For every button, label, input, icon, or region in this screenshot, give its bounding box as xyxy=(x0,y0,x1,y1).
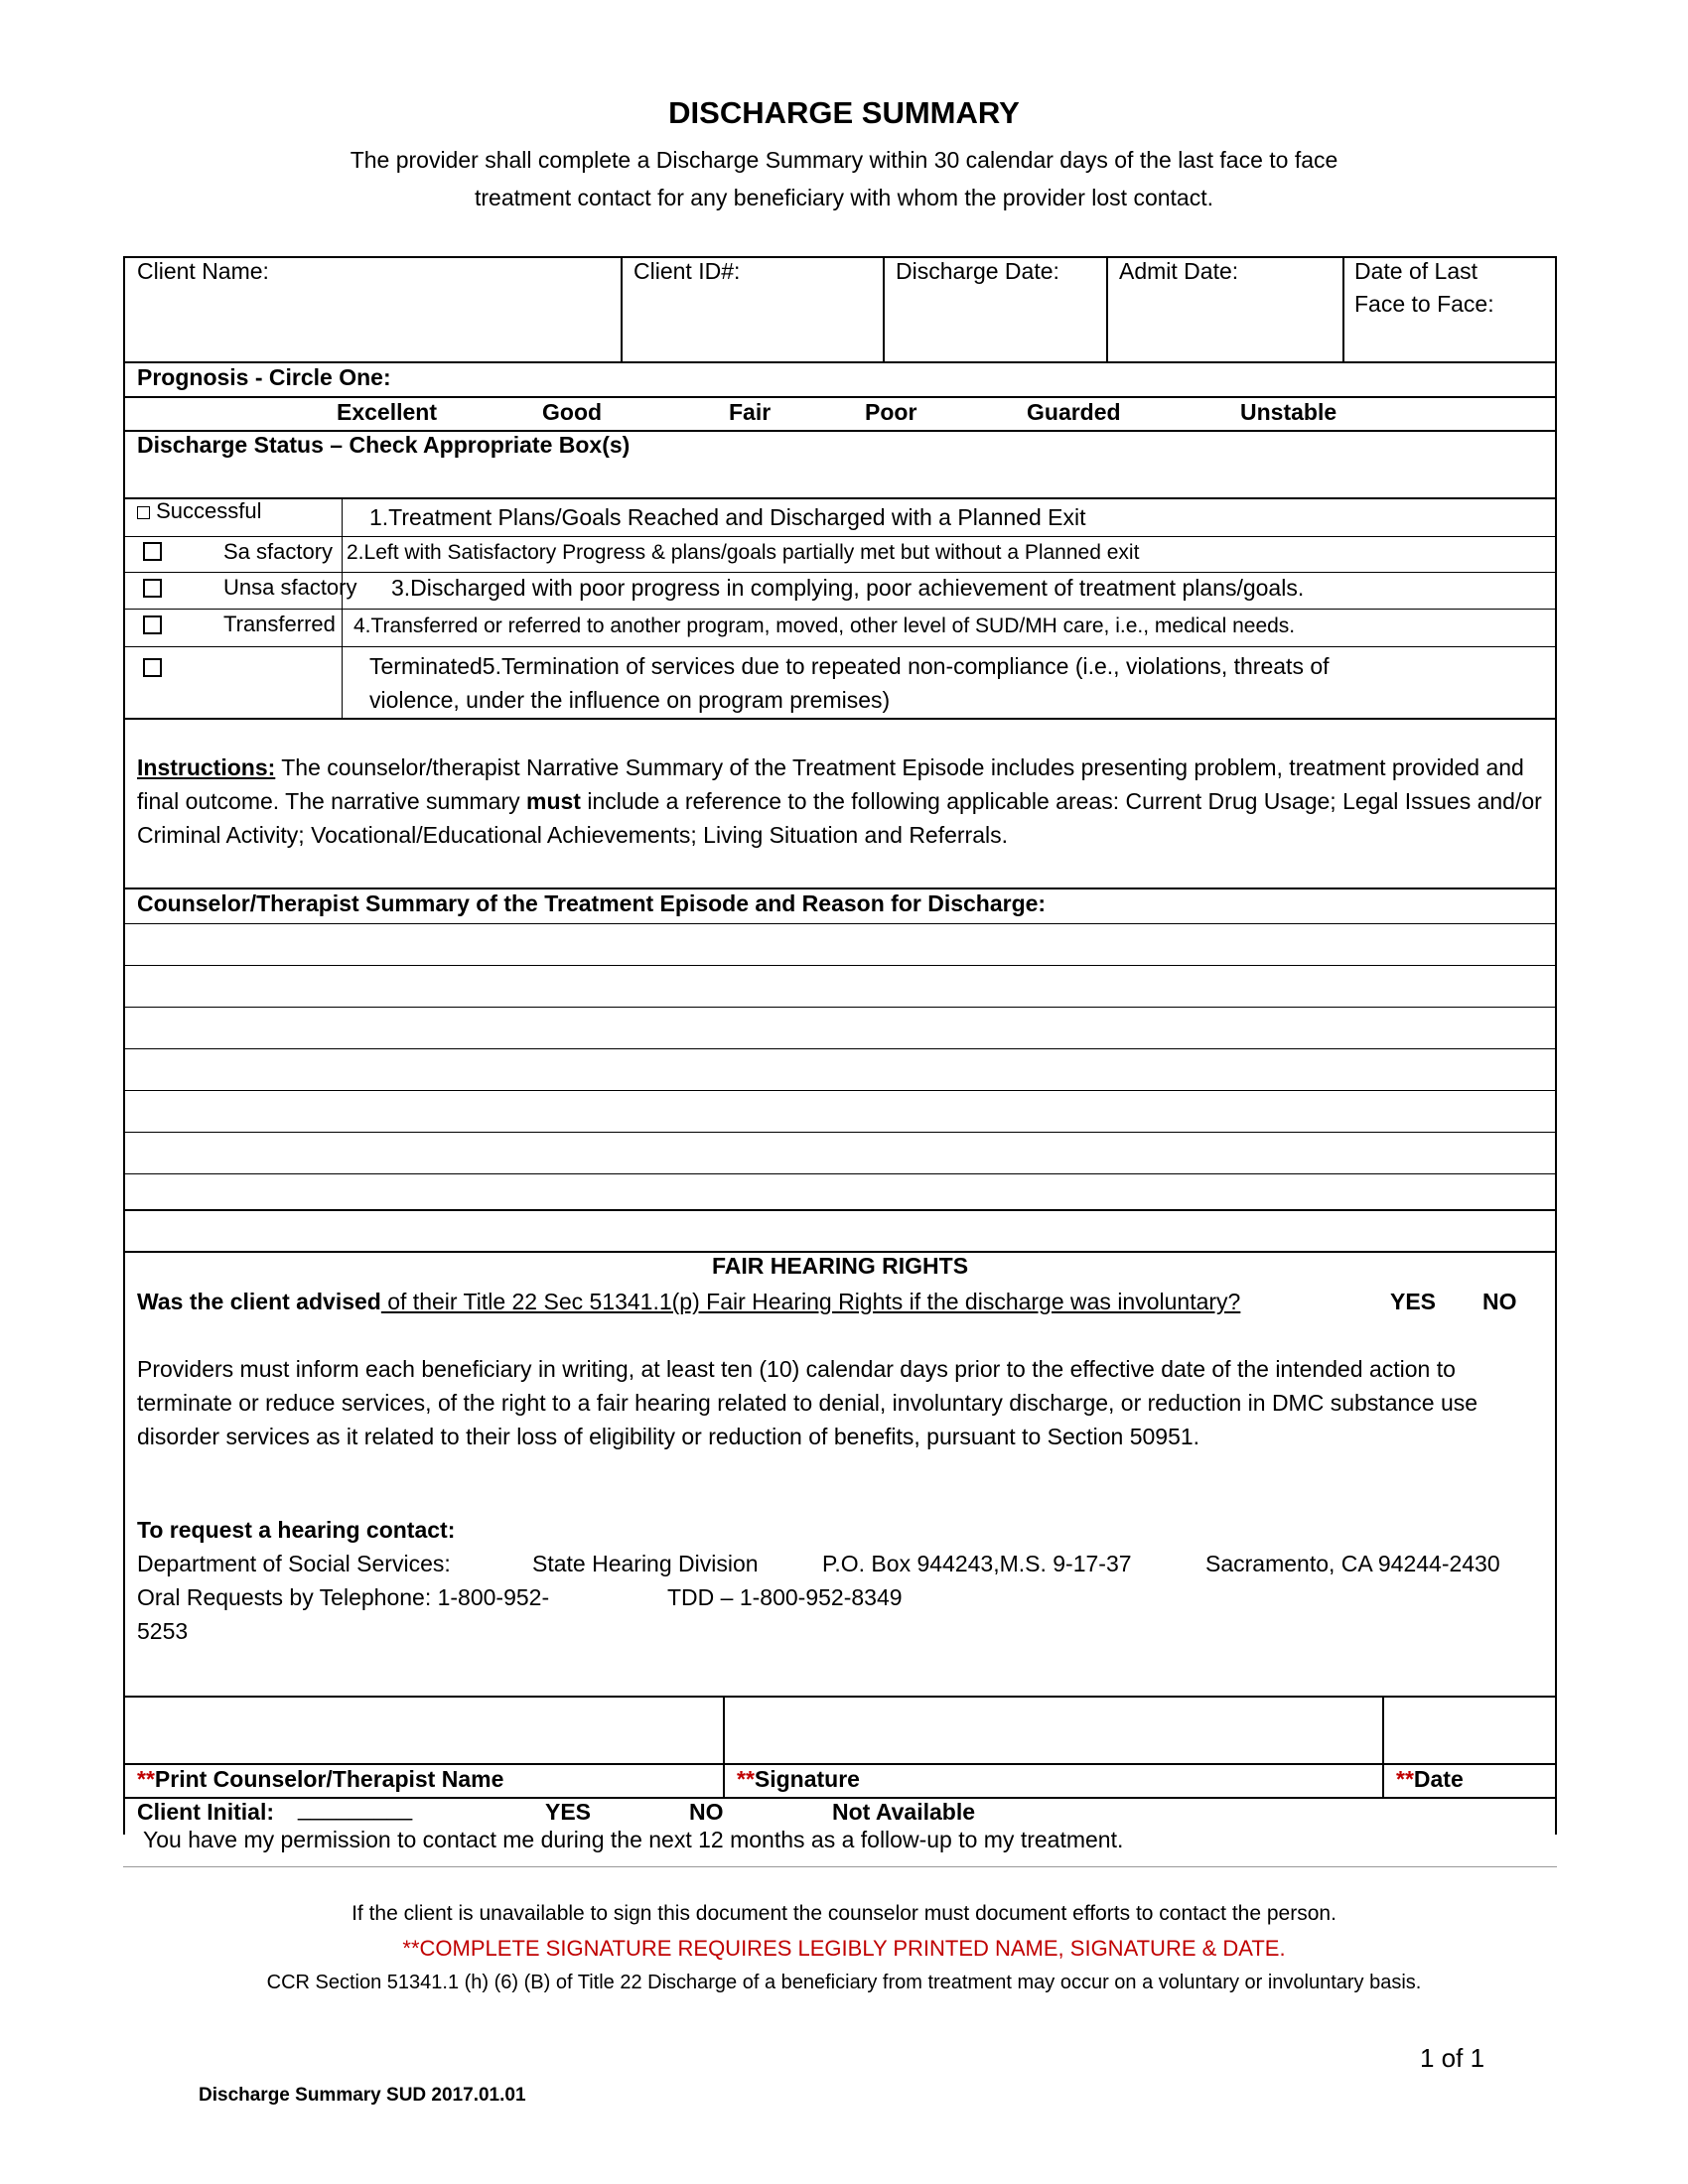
prognosis-unstable[interactable]: Unstable xyxy=(1240,399,1337,425)
signature-label xyxy=(737,1766,860,1794)
oral-requests-phone-cont: 5253 xyxy=(137,1618,189,1644)
rule xyxy=(123,965,1557,966)
fair-hearing-yes[interactable]: YES xyxy=(1390,1289,1437,1314)
instructions-text-2: include a reference to the following applicable areas: Current Drug Usage; Legal Issues and/or Criminal Activity; Vocational/Educational Achievements; Living Situation and Referrals. xyxy=(137,788,1542,848)
rule xyxy=(123,1048,1557,1049)
page-number: 1 of 1 xyxy=(1420,2043,1485,2073)
client-name-label: Client Name: xyxy=(137,258,269,284)
status-successful-label: Successful xyxy=(156,498,262,523)
status-row-successful xyxy=(137,498,262,524)
status-transferred-label: Transferred xyxy=(223,612,336,636)
prognosis-poor[interactable]: Poor xyxy=(865,399,917,425)
last-face-label-2: Face to Face: xyxy=(1354,291,1494,317)
hearing-contact-label: To request a hearing contact: xyxy=(137,1517,456,1543)
page-title: DISCHARGE SUMMARY xyxy=(668,95,1020,130)
date-label xyxy=(1396,1766,1464,1794)
successful-checkbox[interactable] xyxy=(137,506,150,519)
discharge-date-field[interactable] xyxy=(887,292,1103,357)
rule xyxy=(123,718,1557,720)
counselor-name-field[interactable] xyxy=(127,1699,720,1760)
signature-text: Signature xyxy=(754,1766,860,1792)
question-bold: Was the client advised xyxy=(137,1289,381,1314)
client-initial-yes[interactable]: YES xyxy=(545,1799,592,1825)
date-field[interactable] xyxy=(1386,1699,1551,1760)
po-box: P.O. Box 944243,M.S. 9‐17‐37 xyxy=(822,1551,1132,1576)
status-terminated-desc: 5.Termination of services due to repeated non‐compliance (i.e., violations, threats of xyxy=(482,653,1330,679)
instructions-label: Instructions: xyxy=(137,754,276,780)
divider xyxy=(342,497,343,718)
instructions-must: must xyxy=(526,788,581,814)
instructions-text-1: The counselor/therapist Narrative Summary of the Treatment Episode includes presenting problem, treatment provided and final outcome. The narrative summary xyxy=(137,754,1524,814)
prognosis-excellent[interactable]: Excellent xyxy=(337,399,437,425)
rule xyxy=(123,572,1557,573)
divider xyxy=(621,256,623,361)
rule xyxy=(123,923,1557,924)
subtitle-line-1: The provider shall complete a Discharge Summary within 30 calendar days of the last face to face xyxy=(350,147,1338,173)
divider xyxy=(1106,256,1108,361)
state-hearing-division: State Hearing Division xyxy=(532,1551,759,1576)
prognosis-label: Prognosis ‐ Circle One: xyxy=(137,364,391,390)
status-satisfactory-label: Sa sfactory xyxy=(223,539,334,564)
status-transferred-desc: 4.Transferred or referred to another program, moved, other level of SUD/MH care, i.e., medical needs. xyxy=(353,614,1296,637)
form-border-right xyxy=(1555,256,1557,1835)
divider xyxy=(1342,256,1344,361)
subtitle-line-2: treatment contact for any beneficiary with whom the provider lost contact. xyxy=(474,185,1214,210)
print-name-label xyxy=(137,1766,503,1794)
divider xyxy=(1382,1696,1384,1797)
form-border-left xyxy=(123,256,125,1835)
rule xyxy=(123,1173,1557,1174)
prognosis-good[interactable]: Good xyxy=(542,399,603,425)
admit-date-label: Admit Date: xyxy=(1119,258,1239,284)
status-unsatisfactory-desc: 3.Discharged with poor progress in complying, poor achievement of treatment plans/goals. xyxy=(391,575,1305,601)
unsatisfactory-checkbox[interactable] xyxy=(143,579,162,598)
rule xyxy=(123,1866,1557,1867)
divider xyxy=(723,1696,725,1797)
rule xyxy=(123,887,1557,889)
form-id: Discharge Summary SUD 2017.01.01 xyxy=(199,2085,526,2106)
terminated-checkbox[interactable] xyxy=(143,658,162,677)
last-face-label-1: Date of Last xyxy=(1354,258,1478,284)
fair-hearing-question xyxy=(137,1289,1240,1316)
print-name-text: Print Counselor/Therapist Name xyxy=(154,1766,504,1792)
last-face-date-field[interactable] xyxy=(1346,322,1551,357)
client-id-field[interactable] xyxy=(625,292,880,357)
status-successful-desc: 1.Treatment Plans/Goals Reached and Discharged with a Planned Exit xyxy=(369,504,1086,530)
oral-requests-phone: Oral Requests by Telephone: 1‐800‐952‐ xyxy=(137,1584,550,1610)
discharge-form xyxy=(123,256,1557,1872)
signature-field[interactable] xyxy=(727,1699,1379,1760)
rule xyxy=(123,1132,1557,1133)
fair-hearing-no[interactable]: NO xyxy=(1482,1289,1517,1314)
rule xyxy=(123,396,1557,398)
transferred-checkbox[interactable] xyxy=(143,615,162,634)
sacramento-address: Sacramento, CA 94244‐2430 xyxy=(1205,1551,1500,1576)
ccr-section-note: CCR Section 51341.1 (h) (6) (B) of Title 22 Discharge of a beneficiary from treatment may occur on a voluntary or involuntary basis. xyxy=(266,1972,1422,1993)
tdd-phone: TDD – 1‐800‐952‐8349 xyxy=(667,1584,903,1610)
rule xyxy=(123,1209,1557,1211)
client-id-label: Client ID#: xyxy=(633,258,741,284)
rule xyxy=(123,361,1557,363)
status-terminated-label: Terminated xyxy=(369,653,483,679)
question-rest: of their Title 22 Sec 51341.1(p) Fair Hearing Rights if the discharge was involuntary? xyxy=(380,1289,1241,1314)
client-initial-no[interactable]: NO xyxy=(689,1799,724,1825)
summary-text-area[interactable] xyxy=(127,925,1553,1223)
rule xyxy=(123,536,1557,537)
rule xyxy=(123,609,1557,610)
summary-label: Counselor/Therapist Summary of the Treatment Episode and Reason for Discharge: xyxy=(137,890,1047,916)
discharge-status-label: Discharge Status – Check Appropriate Box(s) xyxy=(137,432,631,458)
status-terminated-line2: violence, under the influence on program premises) xyxy=(369,687,891,713)
permission-statement: You have my permission to contact me during the next 12 months as a follow‐up to my treatment. xyxy=(143,1827,1124,1852)
required-star: ** xyxy=(737,1766,755,1792)
rule xyxy=(123,646,1557,647)
rule xyxy=(123,1090,1557,1091)
rule xyxy=(123,1763,1557,1765)
complete-signature-note: **COMPLETE SIGNATURE REQUIRES LEGIBLY PRINTED NAME, SIGNATURE & DATE. xyxy=(402,1936,1286,1961)
client-name-field[interactable] xyxy=(127,292,618,357)
client-initial-blank[interactable]: _________ xyxy=(298,1795,413,1821)
required-star: ** xyxy=(1396,1766,1414,1792)
instructions-paragraph xyxy=(137,751,1542,852)
fair-hearing-title: FAIR HEARING RIGHTS xyxy=(711,1253,969,1279)
prognosis-guarded[interactable]: Guarded xyxy=(1027,399,1121,425)
required-star: ** xyxy=(137,1766,155,1792)
dept-social-services: Department of Social Services: xyxy=(137,1551,451,1576)
client-initial-not-available[interactable]: Not Available xyxy=(832,1799,975,1825)
rule xyxy=(123,497,1557,499)
prognosis-fair[interactable]: Fair xyxy=(729,399,772,425)
discharge-date-label: Discharge Date: xyxy=(896,258,1059,284)
client-initial-label: Client Initial: xyxy=(137,1799,274,1825)
status-terminated-line1 xyxy=(369,653,1330,681)
rule xyxy=(123,1696,1557,1698)
divider xyxy=(883,256,885,361)
footer-note: If the client is unavailable to sign this document the counselor must document efforts to contact the person. xyxy=(352,1902,1336,1925)
fair-hearing-paragraph: Providers must inform each beneficiary in writing, at least ten (10) calendar days prior to the effective date of the intended action to terminate or reduce services, of the right to a fair hearing related to denial, involuntary discharge, or reduction in DMC substance use disorder services as it related to their loss of eligibility or reduction of benefits, pursuant to Section 50951. xyxy=(137,1356,1478,1449)
status-satisfactory-desc: 2.Left with Satisfactory Progress & plans/goals partially met but without a Planned exit xyxy=(347,541,1140,564)
satisfactory-checkbox[interactable] xyxy=(143,542,162,561)
date-text: Date xyxy=(1413,1766,1464,1792)
admit-date-field[interactable] xyxy=(1110,292,1339,357)
status-unsatisfactory-label: Unsa sfactory xyxy=(223,575,357,600)
rule xyxy=(123,1007,1557,1008)
